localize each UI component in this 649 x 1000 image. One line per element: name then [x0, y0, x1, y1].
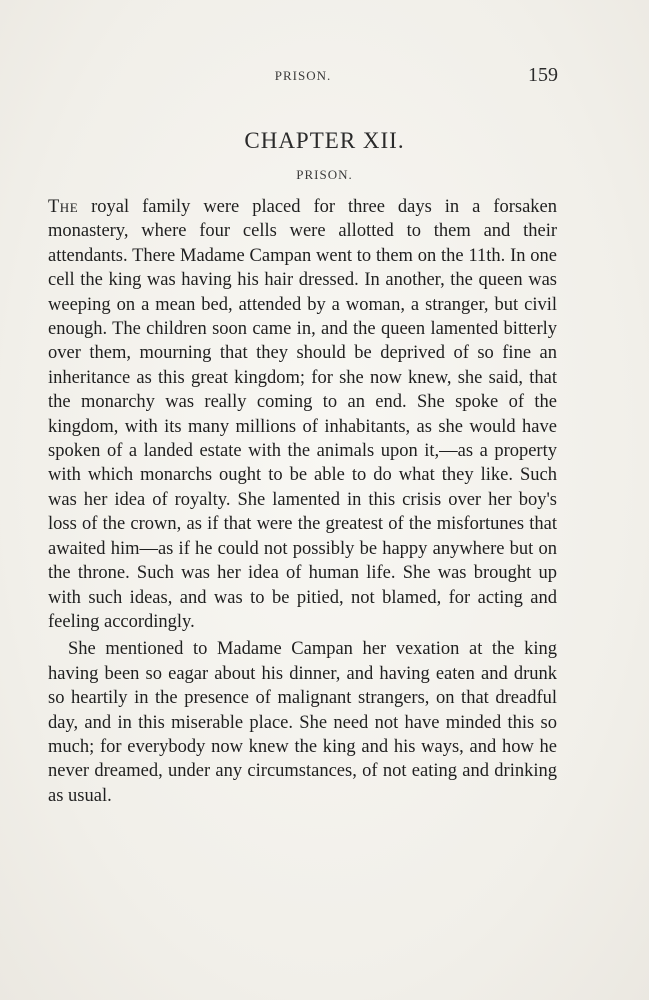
- paragraph-2: She mentioned to Madame Campan her vexation at the king having been so eagar about his dinner, and having eaten and drunk so heartily in the presence of malignant strangers, on that dreadful day, and in this miserable place. She need not have minded this so much; for everybody now knew the king and his ways, and how he never dreamed, under any circumstances, of not eating and drinking as usual.: [48, 639, 557, 806]
- opening-word: The: [48, 197, 79, 217]
- paragraph-1-text: royal family were placed for three days in a forsaken monastery, where four cells were allotted to them and their attendants. There Madame Campan went to them on the 11th. In one cell the king was having his hair dressed. In another, the queen was weeping on a mean bed, attended by a woman, a stranger, but civil enough. The children soon came in, and the queen lamented bitterly over them, mourning that they should be deprived of so fine an inheritance as this great kingdom; for she now knew, she said, that the monarchy was really coming to an end. She spoke of the kingdom, with its many millions of inhabitants, as she would have spoken of a landed estate with the animals upon it,—as a property with which monarchs ought to be able to do what they like. Such was her idea of royalty. She lamented in this crisis over her boy's loss of the crown, as if that were the greatest of the misfortunes that awaited him—as if he could not possibly be happy anywhere but on the throne. Such was her idea of human life. She was brought up with such ideas, and was to be pitied, not blamed, for acting and feeling accordingly.: [48, 197, 557, 632]
- running-header: [48, 66, 558, 86]
- chapter-subtitle: PRISON.: [296, 167, 353, 182]
- running-title: PRISON.: [274, 68, 332, 83]
- chapter-title: CHAPTER XII.: [244, 128, 405, 153]
- paragraph-1: [48, 195, 557, 634]
- body-text: [48, 195, 557, 808]
- page-number: 159: [528, 64, 558, 86]
